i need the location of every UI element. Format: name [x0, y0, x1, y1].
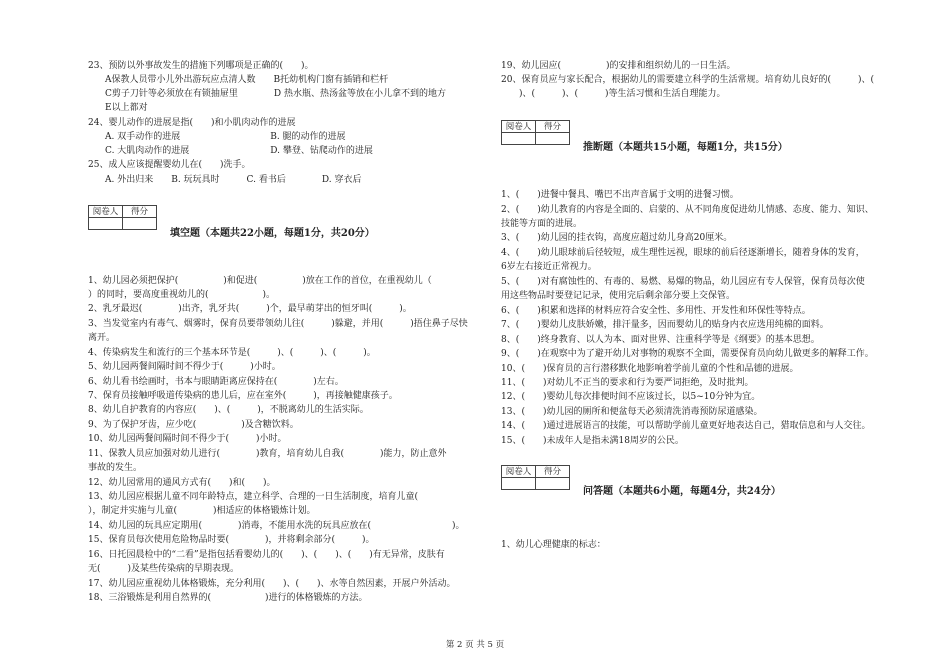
left_lines-line: 10、幼儿园两餐间隔时间不得少于( )小时。	[88, 434, 287, 444]
score-table-fill	[88, 205, 157, 230]
left_lines-line: C. 大肌肉动作的进展 D. 攀登、钻爬动作的进展	[105, 146, 373, 156]
left_lines-line: 无( )及某些传染病的早期表现。	[88, 564, 240, 574]
left_lines-line: 25、成人应该提醒婴幼儿在( )洗手。	[88, 160, 251, 170]
left_lines-line: ）的同时，要高度重视幼儿的( )。	[88, 290, 276, 300]
left_lines-line: 12、幼儿园常用的通风方式有( )和( )。	[88, 478, 276, 488]
score-label: 得分	[536, 121, 570, 133]
grader-cell	[89, 218, 123, 230]
right_lines-line: 10、( )保育员的言行潜移默化地影响着学前儿童的个性和品德的进展。	[501, 364, 799, 374]
left_lines-line: E以上都对	[105, 103, 148, 113]
score-label: 得分	[123, 206, 157, 218]
right_lines-line: 6岁左右接近正常视力。	[501, 262, 597, 272]
score-cell	[123, 218, 157, 230]
right_lines-line: 19、幼儿园应( )的安排和组织幼儿的一日生活。	[501, 61, 736, 71]
left_lines-line: C剪子刀针等必须放在有锁抽屉里 D 热水瓶、热汤盆等放在小儿拿不到的地方	[105, 89, 446, 99]
left_lines-line: 24、婴儿动作的进展是指( )和小肌肉动作的进展	[88, 118, 296, 128]
left_lines-line: 18、三浴锻炼是利用自然界的( )进行的体格锻炼的方法。	[88, 593, 368, 603]
left_lines-line: 离开。	[88, 333, 116, 343]
right_lines-line: 用这些物品时要登记记录，使用完后剩余部分要上交保管。	[501, 291, 736, 301]
left_lines-line: 4、传染病发生和流行的三个基本环节是( )、( )、( )。	[88, 348, 376, 358]
right_lines-line: 12、( )婴幼儿每次排便时间不应该过长，以5~10分钟为宜。	[501, 392, 761, 402]
left_lines-line: A. 外出归来 B. 玩玩具时 C. 看书后 D. 穿衣后	[105, 175, 362, 185]
right_lines-line: 15、( )未成年人是指未满18周岁的公民。	[501, 436, 684, 446]
score-cell	[536, 478, 570, 490]
grader-label: 阅卷人	[502, 466, 536, 478]
section-title-fill: 填空题（本题共22小题，每题1分，共20分）	[170, 228, 375, 239]
right_lines-line: 13、( )幼儿园的厕所和便盆每天必须清洗消毒预防尿道感染。	[501, 407, 763, 417]
left_lines-line: 5、幼儿园两餐间隔时间不得少于( )小时。	[88, 362, 281, 372]
score-table-judge	[501, 120, 570, 145]
right_lines-line: 11、( )对幼儿不正当的要求和行为要严词拒绝，及时批判。	[501, 378, 754, 388]
left_lines-line: 14、幼儿园的玩具应定期用( )消毒，不能用水洗的玩具应放在( )。	[88, 521, 465, 531]
section-title-qa: 问答题（本题共6小题，每题4分，共24分）	[583, 486, 781, 497]
right_lines-line: 5、( )对有腐蚀性的、有毒的、易燃、易爆的物品，幼儿园应有专人保管，保育员每次使	[501, 277, 865, 287]
right_lines-line: 20、保育员应与家长配合，根据幼儿的需要建立科学的生活常规。培育幼儿良好的( )、(	[501, 75, 874, 85]
left_lines-line: ），制定并实施与儿童( )相适应的体格锻炼计划。	[88, 506, 316, 516]
left_lines-line: 1、幼儿园必须把保护( )和促进( )放在工作的首位，在重视幼儿（	[88, 276, 432, 286]
left_lines-line: 13、幼儿园应根据儿童不同年龄特点，建立科学、合理的一日生活制度，培育儿童(	[88, 492, 454, 502]
right_lines-line: 1、( )进餐中餐具、嘴巴不出声音属于文明的进餐习惯。	[501, 190, 739, 200]
right_lines-line: 7、( )婴幼儿皮肤娇嫩，排汗量多，因而婴幼儿的贴身内衣应选用纯棉的面料。	[501, 320, 829, 330]
left_lines-line: 16、日托园晨检中的“二看”是指包括看婴幼儿的( )、( )、( )有无异常，皮肤有	[88, 550, 445, 560]
left_lines-line: 9、为了保护牙齿，应少吃( )及含糖饮料。	[88, 420, 299, 430]
left_lines-line: 事故的发生。	[88, 463, 143, 473]
right_lines-line: 8、( )终身教育、以人为本、面对世界、注重科学等是《纲要》的基本思想。	[501, 335, 820, 345]
left_lines-line: 23、预防以外事故发生的措施下列哪项是正确的( )。	[88, 61, 314, 71]
score-table-qa	[501, 465, 570, 490]
right_lines-line: )、( )、( )等生活习惯和生活自理能力。	[501, 89, 726, 99]
right_lines-line: 技能等方面的进展。	[501, 219, 583, 229]
right_lines-line: 14、( )通过进展语言的技能，可以帮助学前儿童更好地表达自己，猎取信息和与人交往。	[501, 421, 871, 431]
right_lines-line: 9、( )在观察中为了避开幼儿对事物的观察不全面，需要保育员向幼儿做更多的解释工作。	[501, 349, 874, 359]
left_lines-line: 2、乳牙最迟( )出齐，乳牙共( )个，最早萌芽出的恒牙叫( )。	[88, 304, 412, 314]
right_lines-line: 4、( )幼儿眼球前后径较短，成生理性远视，眼球的前后径逐渐增长，随着身体的发育，	[501, 248, 865, 258]
section-title-judge: 推断题（本题共15小题，每题1分，共15分）	[583, 142, 788, 153]
grader-label: 阅卷人	[502, 121, 536, 133]
page-footer: 第 2 页 共 5 页	[445, 640, 505, 650]
score-cell	[536, 133, 570, 145]
grader-label: 阅卷人	[89, 206, 123, 218]
score-label: 得分	[536, 466, 570, 478]
left_lines-line: A保教人员带小儿外出游玩应点清人数 B托幼机构门窗有插销和栏杆	[105, 75, 389, 85]
left_lines-line: 3、当发觉室内有毒气、烟雾时，保育员要带领幼儿往( )躲避，并用( )捂住鼻子尽快	[88, 319, 468, 329]
grader-cell	[502, 478, 536, 490]
right_lines-line: 6、( )积累和选择的材料应符合安全性、多用性、开发性和环保性等特点。	[501, 306, 811, 316]
grader-cell	[502, 133, 536, 145]
left_lines-line: 15、保育员每次使用危险物品时要( )，并将剩余部分( )。	[88, 535, 375, 545]
right_lines-line: 1、幼儿心理健康的标志：	[501, 540, 606, 550]
right_lines-line: 3、( )幼儿园的挂衣钩，高度应超过幼儿身高20厘米。	[501, 233, 733, 243]
left_lines-line: 7、保育员接触呼吸道传染病的患儿后，应在室外( )，再接触健康孩子。	[88, 391, 398, 401]
left_lines-line: 17、幼儿园应重视幼儿体格锻炼，充分利用( )、( )、水等自然因素，开展户外活动。	[88, 579, 456, 589]
left_lines-line: A. 双手动作的进展 B. 腿的动作的进展	[105, 132, 346, 142]
left_lines-line: 6、幼儿看书绘画时，书本与眼睛距离应保持在( )左右。	[88, 377, 344, 387]
left_lines-line: 8、幼儿自护教育的内容应( )、( )，不脱离幼儿的生活实际。	[88, 405, 369, 415]
right_lines-line: 2、( )幼儿教育的内容是全面的、启蒙的、从不同角度促进幼儿情感、态度、能力、知识、	[501, 205, 874, 215]
left_lines-line: 11、保教人员应加强对幼儿进行( )教育，培育幼儿自我( )能力，防止意外	[88, 449, 447, 459]
